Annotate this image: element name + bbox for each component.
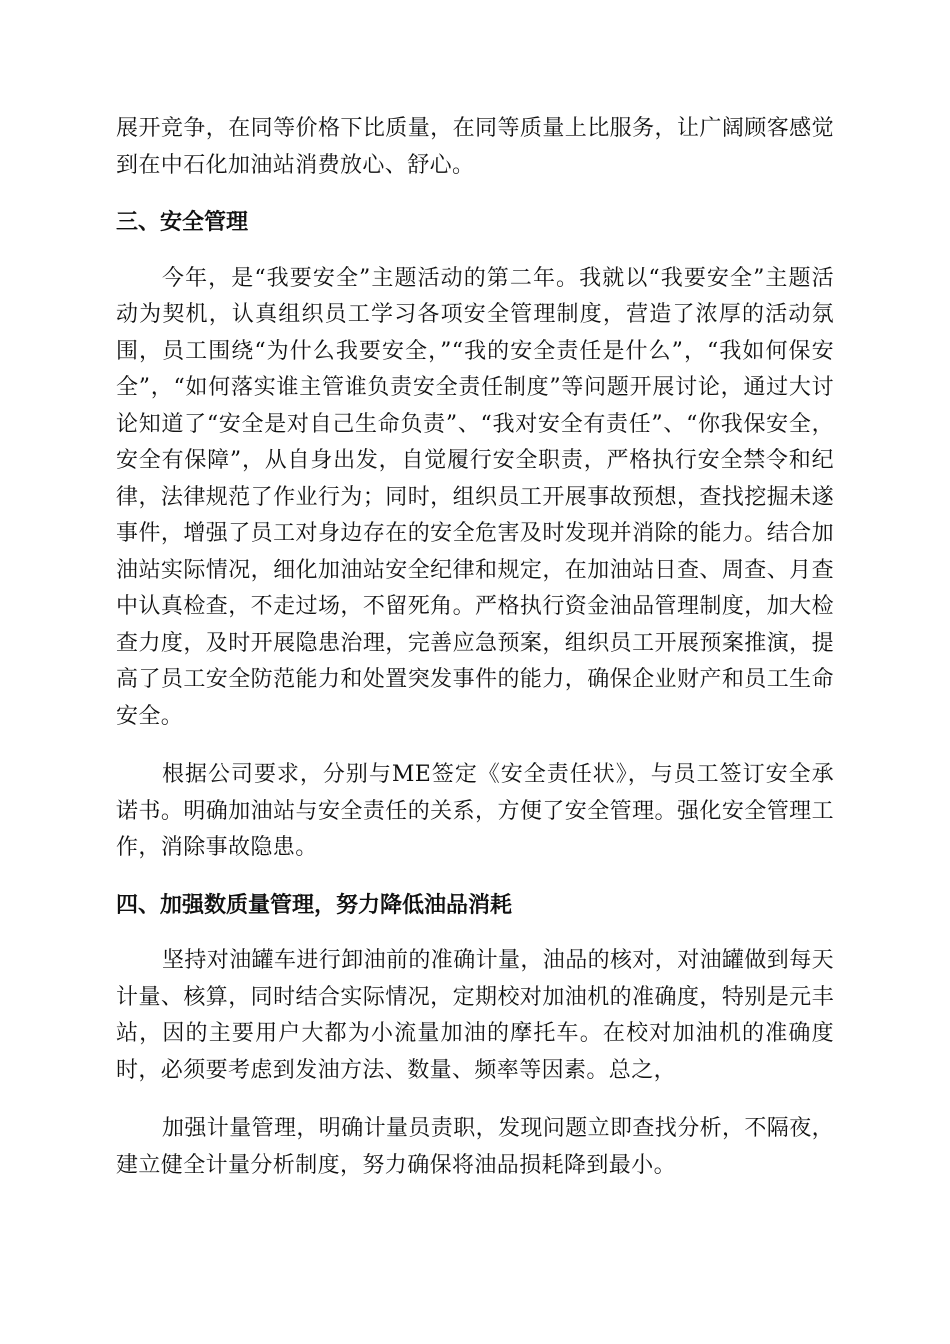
- document-body: [116, 111, 834, 1184]
- paragraph-metering-management: 加强计量管理，明确计量员责职，发现问题立即查找分析，不隔夜，建立健全计量分析制度，努力确保将油品损耗降到最小。: [116, 1116, 835, 1178]
- paragraph-safety-activity: 今年，是“我要安全”主题活动的第二年。我就以“我要安全”主题活动为契机，认真组织员工学习各项安全管理制度，营造了浓厚的活动氛围，员工围绕“为什么我要安全，”“我的安全责任是什么”，“我如何保安全”，“如何落实谁主管谁负责安全责任制度”等问题开展讨论，通过大讨论知道了“安全是对自己生命负责”、“我对安全有责任”、“你我保安全，安全有保障”，从自身出发，自觉履行安全职责，严格执行安全禁令和纪律，法律规范了作业行为；同时，组织员工开展事故预想，查找挖掘未遂事件，增强了员工对身边存在的安全危害及时发现并消除的能力。结合加油站实际情况，细化加油站安全纪律和规定，在加油站日查、周查、月查中认真检查，不走过场，不留死角。严格执行资金油品管理制度，加大检查力度，及时开展隐患治理，完善应急预案，组织员工开展预案推演，提高了员工安全防范能力和处置突发事件的能力，确保企业财产和员工生命安全。: [116, 265, 834, 729]
- heading-safety-management: 三、安全管理: [116, 209, 249, 235]
- paragraph-safety-responsibility: 根据公司要求，分别与ME签定《安全责任状》，与员工签订安全承诺书。明确加油站与安全责任的关系，方便了安全管理。强化安全管理工作，消除事故隐患。: [116, 762, 834, 860]
- paragraph-competition: 展开竞争，在同等价格下比质量，在同等质量上比服务，让广阔顾客感觉到在中石化加油站消费放心、舒心。: [116, 116, 834, 178]
- paragraph-metering: 坚持对油罐车进行卸油前的准确计量，油品的核对，对油罐做到每天计量、核算，同时结合实际情况，定期校对加油机的准确度，特别是元丰站，因的主要用户大都为小流量加油的摩托车。在校对加油机的准确度时，必须要考虑到发油方法、数量、频率等因素。总之，: [116, 948, 835, 1083]
- heading-quality-management: 四、加强数质量管理，努力降低油品消耗: [116, 891, 513, 918]
